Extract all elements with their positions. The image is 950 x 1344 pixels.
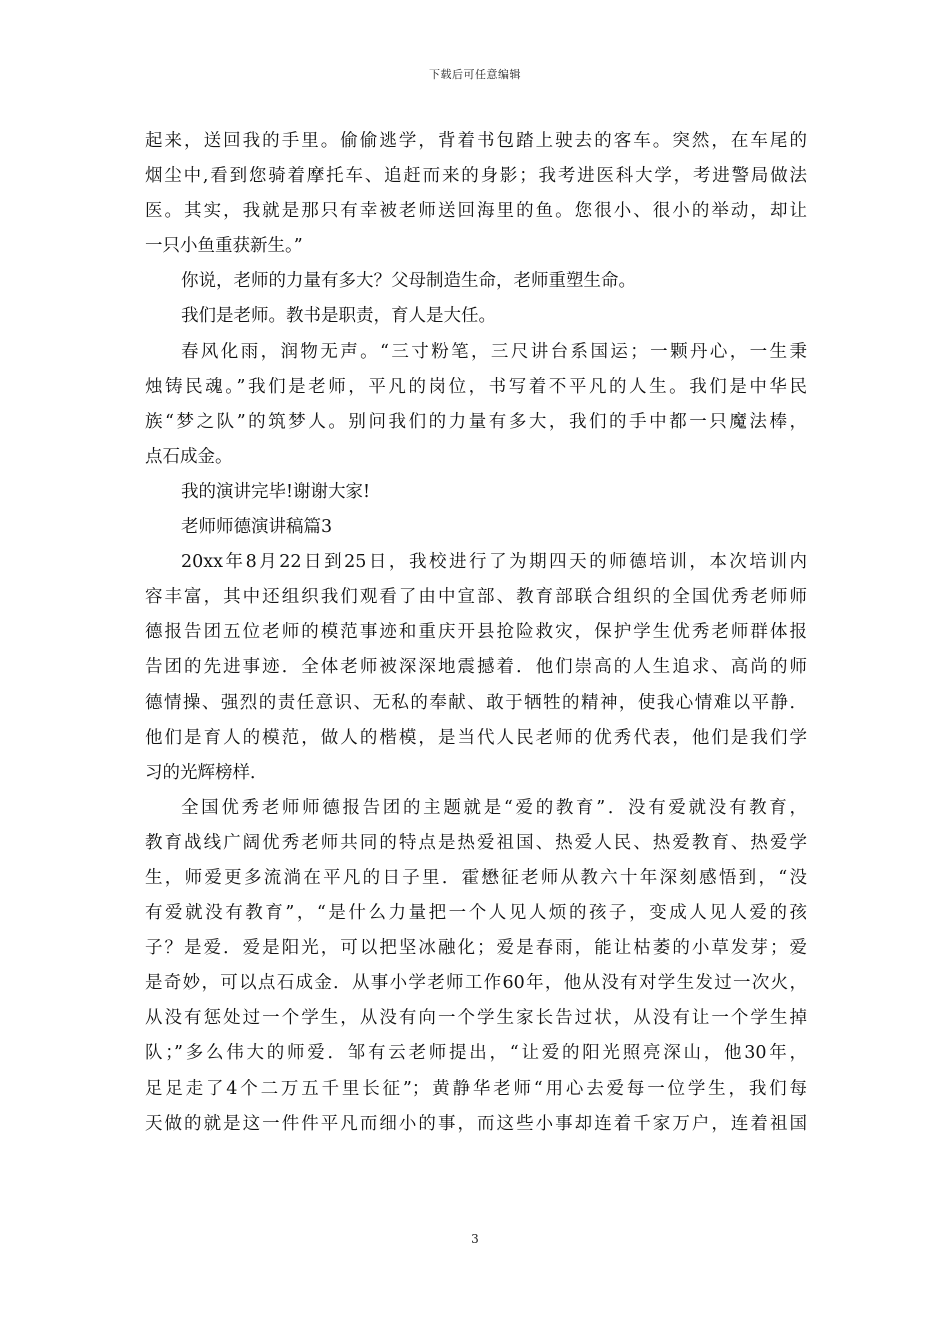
page-number: 3 bbox=[471, 1232, 479, 1246]
text-line: 你说，老师的力量有多大？父母制造生命，老师重塑生命。 bbox=[181, 271, 636, 292]
text-line: 族“梦之队”的筑梦人。别问我们的力量有多大，我们的手中都一只魔法棒， bbox=[145, 411, 807, 432]
document-body bbox=[145, 124, 807, 1142]
text-line: 烟尘中,看到您骑着摩托车、追赶而来的身影；我考进医科大学，考进警局做法 bbox=[145, 166, 807, 187]
text-line: 一只小鱼重获新生。” bbox=[145, 236, 303, 257]
text-line: 德情操、强烈的责任意识、无私的奉献、敢于牺牲的精神，使我心情难以平静． bbox=[145, 692, 807, 713]
text-line: 老师师德演讲稿篇3 bbox=[181, 517, 333, 538]
text-line: 容丰富，其中还组织我们观看了由中宣部、教育部联合组织的全国优秀老师师 bbox=[145, 587, 807, 608]
page-header: 下载后可任意编辑 bbox=[429, 68, 521, 81]
text-line: 烛铸民魂。”我们是老师，平凡的岗位，书写着不平凡的人生。我们是中华民 bbox=[145, 376, 807, 397]
text-line: 他们是育人的模范，做人的楷模，是当代人民老师的优秀代表，他们是我们学 bbox=[145, 727, 807, 748]
text-line: 有爱就没有教育”，“是什么力量把一个人见人烦的孩子，变成人见人爱的孩 bbox=[145, 903, 807, 924]
text-line: 足足走了4个二万五千里长征”；黄静华老师“用心去爱每一位学生，我们每 bbox=[145, 1078, 807, 1099]
text-line: 队；”多么伟大的师爱．邹有云老师提出，“让爱的阳光照亮深山，他30年， bbox=[145, 1043, 807, 1064]
text-line: 子？是爱．爱是阳光，可以把坚冰融化；爱是春雨，能让枯萎的小草发芽；爱 bbox=[145, 938, 807, 959]
text-line: 教育战线广阔优秀老师共同的特点是热爱祖国、热爱人民、热爱教育、热爱学 bbox=[145, 832, 807, 853]
text-line: 医。其实，我就是那只有幸被老师送回海里的鱼。您很小、很小的举动，却让 bbox=[145, 201, 807, 222]
text-line: 习的光辉榜样． bbox=[145, 762, 268, 783]
text-line: 告团的先进事迹．全体老师被深深地震撼着．他们崇高的人生追求、高尚的师 bbox=[145, 657, 807, 678]
text-line: 春风化雨，润物无声。“三寸粉笔，三尺讲台系国运；一颗丹心，一生秉 bbox=[181, 341, 807, 362]
text-line: 全国优秀老师师德报告团的主题就是“爱的教育”．没有爱就没有教育， bbox=[181, 797, 807, 818]
text-line: 起来，送回我的手里。偷偷逃学，背着书包踏上驶去的客车。突然，在车尾的 bbox=[145, 131, 807, 151]
text-line: 我的演讲完毕!谢谢大家! bbox=[181, 481, 371, 502]
text-line: 我们是老师。教书是职责，育人是大任。 bbox=[181, 306, 496, 327]
text-line: 天做的就是这一件件平凡而细小的事，而这些小事却连着千家万户，连着祖国 bbox=[145, 1113, 807, 1134]
text-line: 是奇妙，可以点石成金．从事小学老师工作60年，他从没有对学生发过一次火， bbox=[145, 973, 807, 994]
text-line: 20xx年8月22日到25日，我校进行了为期四天的师德培训，本次培训内 bbox=[181, 552, 807, 573]
text-line: 生，师爱更多流淌在平凡的日子里．霍懋征老师从教六十年深刻感悟到，“没 bbox=[145, 867, 807, 888]
text-line: 德报告团五位老师的模范事迹和重庆开县抢险救灾，保护学生优秀老师群体报 bbox=[145, 622, 807, 643]
text-line: 从没有惩处过一个学生，从没有向一个学生家长告过状，从没有让一个学生掉 bbox=[145, 1008, 807, 1029]
text-line: 点石成金。 bbox=[145, 446, 233, 467]
